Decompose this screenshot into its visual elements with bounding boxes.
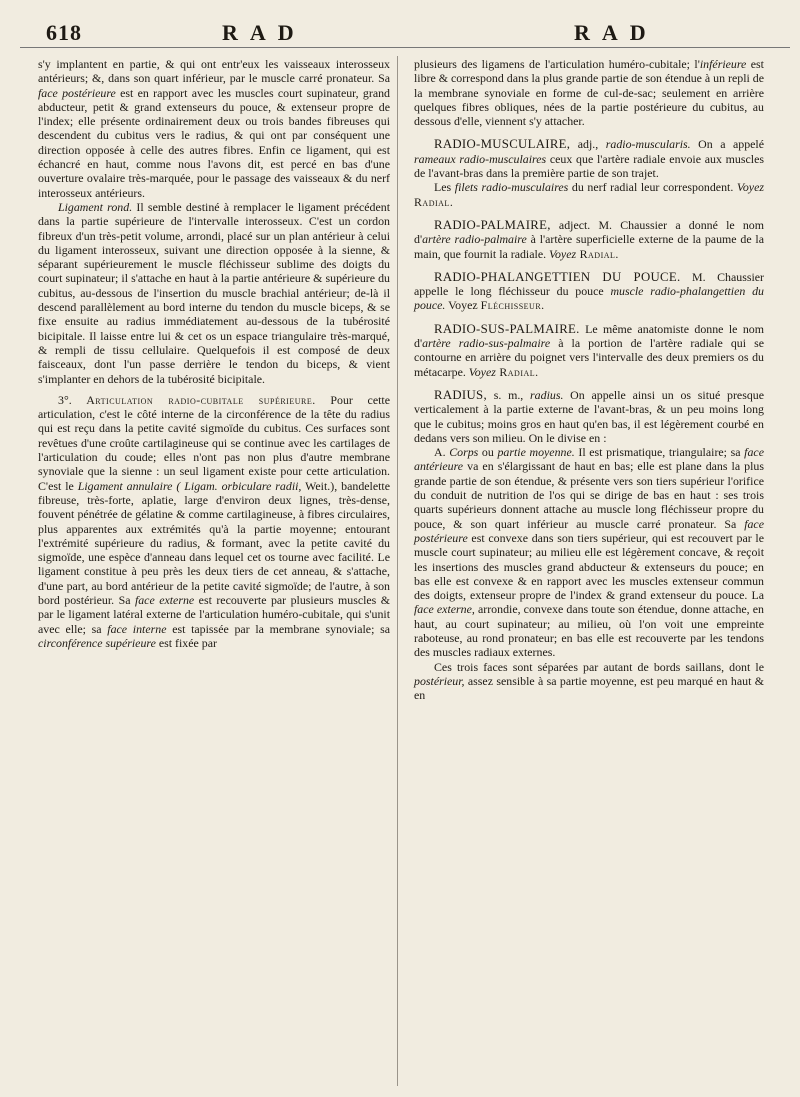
entry-radius-borders [414,660,764,703]
section-heading: Articulation radio-cubitale supérieure. [71,392,316,407]
entry-headword: RADIO-PALMAIRE, [434,217,551,232]
text: arrondie, convexe dans toute son étendue, donne attache, en haut, au court supinateur; au milieu, où l'on voit une empreinte raboteuse, au rond pronateur; en bas elle est recouverte par les tendons des muscles radiaux externes. [414,602,764,660]
emphasis: face postérieure [414,516,764,545]
text: est recouverte par plusieurs muscles & par le ligament latéral externe de l'articulation huméro-cubitale, qui s'unit avec elle; sa [38,592,391,636]
text: Il semble destiné à remplacer le ligament précédent dans la partie supérieure de l'intervalle interosseux. C'est un cordon fibreux d'un très-petit volume, arrondi, placé sur un plan antérieur à celui du ligament interosseux, suivant une direction opposée à la sienne, & séparant supérieurement le muscle fléchisseur sublime des doigts du court supinateur; il s'attache en haut à la partie antérieure & supérieure du cubitus, au-dessous de l'insertion du muscle brachial antérieur; de-là il descend parallèlement au bord interne du tendon du muscle biceps, & se fixe ensuite au radius immédiatement au-dessous de la tubérosité bicipitale. Il laisse entre lui & cet os un espace triangulaire très-marqué, & rempli de tissu cellulaire. Quelquefois il est composé de deux faisceaux, dont l'un passe derrière le tendon du biceps, & vient s'implanter en dehors de la tubérosité bicipitale. [38,199,391,386]
text: Les [434,180,455,195]
text: adj., [570,137,606,152]
text: Ces trois faces sont séparées par autant de bords saillans, dont le [434,659,764,674]
text: du nerf radial leur correspondent. [568,180,737,195]
text: On a appelé [690,137,764,152]
emphasis: face externe [134,592,195,607]
cross-reference: Radial. [576,246,619,261]
subheading: Ligament rond. [58,199,133,214]
text: assez sensible à sa partie moyenne, est peu marqué en haut & en [414,673,764,703]
text: s. m., [486,387,531,402]
text: M. Chaussier appelle le long fléchisseur du pouce [414,269,764,299]
text: adject. M. Chaussier a donné le nom d' [414,217,764,247]
paragraph-superior-radio-ulnar-joint [38,393,390,650]
paragraph-continuation [414,57,764,128]
entry-headword: RADIUS, [434,387,487,402]
entry-radio-sus-palmaire [414,322,764,379]
text: Weit.), bandelette fibreuse, très-forte, aplatie, large d'environ deux lignes, très-dense, fouvent pénétrée de gélatine & comme cartilagineuse, à fibres circulaires, plus apparentes aux extrémités qu'à la partie moyenne; entourant l'extrémité supérieure du radius, & formant, avec la petite cavité du sigmoïde, une espèce d'anneau dans lequel cet os tourne avec facilité. Le ligament constitue à peu près les deux tiers de cet anneau, & s'attache, d'une part, au bord antérieur de la petite cavité sigmoïde; de l'autre, à son bord postérieur. Sa [38,478,391,607]
text: est fixée par [155,635,217,650]
text: s'y implantent en partie, & qui ont entr'eux les vaisseaux interosseux antérieurs; &, dans son quart inférieur, par le muscle carré pronateur. Sa [38,57,390,86]
page-number: 618 [46,20,82,45]
text: On appelle ainsi un os situé presque verticalement à la partie externe de l'avant-bras, & un peu moins long que le cubitus; moins gros en haut qu'en bas, il est légèrement courbé en dedans vers son milieu. On le divise en : [414,387,764,445]
emphasis: artère radio-sus-palmaire [422,336,551,351]
entry-headword: RADIO-SUS-PALMAIRE. [434,321,580,336]
entry-headword: RADIO-MUSCULAIRE, [434,137,571,152]
text: va en s'élargissant de haut en bas; elle est plane dans la plus grande partie de son étendue, & présente vers son tiers supérieur l'orifice du conduit de nutrition de l'os qui se dirige de bas en haut : ses trois quarts supérieurs donnent attache au muscle long fléchisseur propre du pouce, & son quart inférieur au muscle carré pronateur. Sa [414,459,764,531]
text: est libre & correspond dans la plus grande partie de son étendue à un repli de la membrane synoviale en forme de cul-de-sac; seulement en arrière quelques fibres obliques, nées de la partie postérieure du cubitus, au dessous d'elle, viennent s'y attacher. [414,57,764,129]
text: est en rapport avec les muscles court supinateur, grand abducteur, petit & grand extenseurs du pouce, & extenseur propre de l'index; elle présente ordinairement deux ou trois bandes fibreuses qui descendent du cubitus vers le radius, & qui ont par conséquent une direction opposée à celle des autres fibres. Enfin ce ligament, qui est échancré en haut, comme nous l'avons dit, est percé en bas d'une ouverture ovalaire très-marquée, pour le passage des vaisseaux & du nerf interosseux antérieurs. [38,85,390,200]
emphasis: face externe, [414,602,475,617]
paragraph-round-ligament [38,200,390,386]
paragraph-interosseous-ligament [38,57,390,200]
entry-headword: RADIO-PHALANGETTIEN DU POUCE. [434,269,681,284]
text: à la portion de l'artère radiale qui se contourne en arrière du poignet vers l'intervalle des deux premiers os du métacarpe. [414,336,764,379]
emphasis: face postérieure [38,85,116,100]
emphasis: face antérieure [414,445,764,474]
text: A. [434,445,450,460]
emphasis: inférieure [699,57,747,71]
entry-radio-musculaire [414,137,764,180]
entry-radio-palmaire [414,218,764,261]
emphasis: artère radio-palmaire [422,232,527,247]
right-column [414,57,764,702]
emphasis: muscle radio-phalangettien du pouce. [414,284,764,313]
header-rule [20,47,790,48]
cross-reference-label: Voyez [549,246,577,261]
emphasis: postérieur, [414,673,465,688]
cross-reference: Radial. [414,194,454,209]
emphasis: radio-muscularis. [605,137,691,152]
cross-reference-label: Voyez [468,364,496,379]
entry-radio-musculaire-note [414,180,764,209]
text: plusieurs des ligamens de l'articulation huméro-cubitale; l' [414,57,700,71]
text: est convexe dans son tiers supérieur, qui est recouvert par le muscle court supinateur; au milieu elle est légèrement concave, & reçoit les insertions des muscles grand abducteur & extenseurs du pouce; en bas elle est convexe & en rapport avec les muscles extenseur commun des doigts, extenseur propre de l'index & grand extenseur du pouce. La [414,530,764,603]
text: Voyez [445,298,481,313]
text: à l'artère superficielle externe de la paume de la main, que fournit la radiale. [414,232,765,261]
cross-reference: Fléchisseur. [480,298,545,313]
emphasis: Corps [449,445,479,460]
text: Le même anatomiste donne le nom d' [414,321,764,351]
entry-radius-body [414,445,764,659]
left-column [38,57,390,650]
column-divider [397,56,398,1086]
text: Pour cette articulation, c'est le côté interne de la circonférence de la tête du radius qui est reçu dans la petite cavité sigmoïde du cubitus. Ces surfaces sont revêtues d'une croûte cartilagineuse qui se continue avec les cartilages de l'articulation du coude; elles n'ont pas non plus d'autre membrane synoviale que la sienne : un seul ligament existe pour cette articulation. C'est le [38,392,390,493]
page-header [0,12,800,52]
running-head-left: RAD [222,20,306,45]
emphasis: rameaux radio-musculaires [414,151,547,166]
text: Il est prismatique, triangulaire; sa [574,445,745,460]
cross-reference: Radial. [495,364,539,379]
emphasis: filets radio-musculaires [454,180,569,195]
text: est tapissée par la membrane synoviale; sa [166,621,390,636]
text: ceux que l'artère radiale envoie aux muscles de l'avant-bras dans la première partie de son trajet. [414,151,764,181]
emphasis: circonférence supérieure [38,635,156,650]
running-head-right: RAD [574,20,658,45]
emphasis: partie moyenne. [497,445,575,460]
emphasis: radius. [530,387,564,402]
entry-radio-phalangettien [414,270,764,313]
text: ou [478,445,498,460]
cross-reference-label: Voyez [736,180,764,195]
emphasis: Ligament annulaire ( Ligam. orbiculare radii, [77,478,302,493]
entry-radius [414,388,764,445]
section-number: 3°. [58,392,72,407]
emphasis: face interne [107,621,167,636]
